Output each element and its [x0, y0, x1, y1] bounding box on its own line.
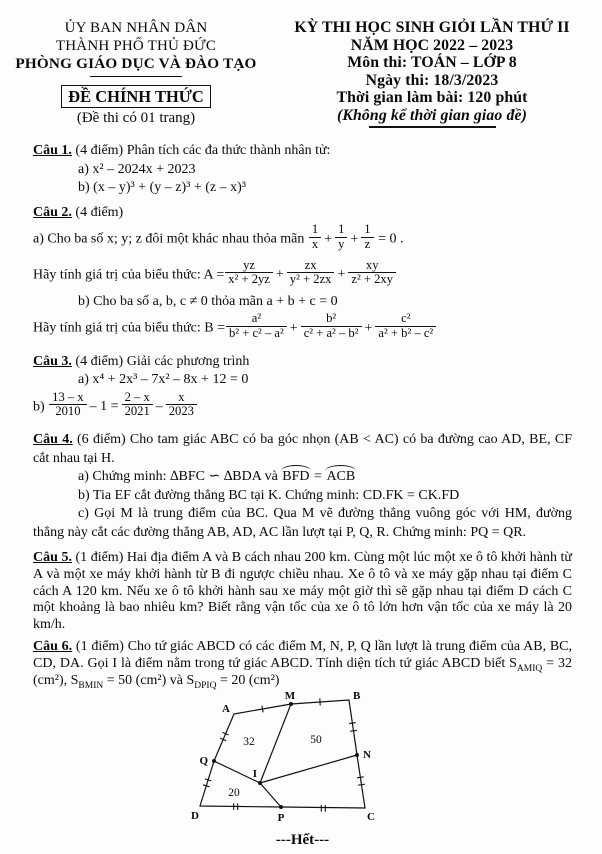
fraction-denominator: a² + b² – c² — [378, 325, 434, 340]
fraction-numerator: a² — [226, 312, 287, 327]
q4-item-b: b) Tia EF cắt đường thẳng BC tại K. Chứng minh: CD.FK = CK.FD — [78, 487, 460, 503]
vertex-label-D: D — [191, 810, 199, 823]
issuing-authority-block — [0, 19, 272, 128]
figure-edges — [200, 700, 365, 808]
q2-item-b: b) Cho ba số a, b, c ≠ 0 thỏa mãn a + b + c = 0 — [78, 293, 338, 309]
q2-expression-B — [33, 311, 572, 346]
q2-item-a — [33, 222, 572, 257]
fraction-13-x-2010 — [49, 391, 86, 419]
header-underline — [369, 126, 496, 128]
subject-line: Môn thi: TOÁN – LỚP 8 — [347, 54, 517, 72]
midpoint-label-N: N — [363, 749, 371, 762]
fraction-denominator: c² + a² – b² — [303, 325, 359, 340]
authority-line-2: THÀNH PHỐ THỦ ĐỨC — [55, 38, 217, 54]
authority-line-3: PHÒNG GIÁO DỤC VÀ ĐÀO TẠO — [15, 55, 257, 72]
quadrilateral-figure — [185, 691, 572, 827]
question-4 — [33, 431, 572, 543]
equals-sign: = — [310, 469, 326, 485]
official-exam-box-row — [0, 85, 272, 108]
fraction-numerator: 1 — [309, 223, 321, 238]
question-3 — [33, 353, 572, 425]
fraction-numerator: 1 — [361, 223, 373, 238]
expression-B-lhs: B = — [204, 320, 225, 336]
area-value-bmin: 50 — [310, 734, 322, 747]
q6-text-1: (1 điểm) Cho tứ giác ABCD có các điểm M, N, P, Q lần lượt là trung điểm của AB, BC, CD, DA. Gọi I là điểm nằm trong tứ giác ABCD. Tính diện tích tứ giác ABCD biết S — [33, 639, 572, 672]
q2-calc-text-b: Hãy tính giá trị của biểu thức: — [33, 320, 205, 336]
fraction-denominator: x — [311, 236, 319, 251]
q2-expression-A — [33, 258, 572, 293]
plus-sign: + — [275, 266, 284, 282]
fraction-1-over-z — [361, 223, 373, 251]
fraction-denominator: 2021 — [124, 404, 150, 419]
fraction-numerator: 13 – x — [49, 391, 86, 406]
q6-text-4: = 20 (cm²) — [216, 672, 280, 688]
q4-item-c: c) Gọi M là trung điểm của BC. Qua M vẽ đường thẳng vuông góc với HM, đường thẳng này cắt các đường thẳng AB, AD, AC lần lượt tại P, Q, R. Chứng minh: PQ = QR. — [33, 506, 572, 540]
q1-item-b: b) (x – y)³ + (y – z)³ + (z – x)³ — [78, 180, 246, 196]
plus-sign: + — [289, 320, 298, 336]
fraction-denominator: z² + 2xy — [351, 272, 394, 287]
q2-intro: (4 điểm) — [71, 204, 124, 220]
fraction-denominator: x² + 2yz — [228, 272, 270, 287]
fraction-numerator: c² — [375, 312, 436, 327]
duration-note: (Không kể thời gian giao đề) — [337, 106, 527, 124]
fraction-numerator: x — [166, 391, 197, 406]
authority-divider — [90, 76, 182, 77]
fraction-B2 — [301, 312, 362, 340]
q4-item-a — [33, 468, 572, 487]
q2-label: Câu 2. — [33, 204, 72, 220]
question-6 — [33, 639, 572, 689]
fraction-numerator: xy — [348, 259, 396, 274]
fraction-numerator: b² — [301, 312, 362, 327]
area-value-amiq: 32 — [243, 736, 255, 749]
fraction-B1 — [226, 312, 287, 340]
midpoint-label-P: P — [277, 812, 285, 825]
q3-b-lhs: b) — [33, 399, 49, 415]
fraction-x-2023 — [166, 391, 197, 419]
q3-label: Câu 3. — [33, 353, 72, 369]
q1-label: Câu 1. — [33, 143, 72, 158]
exam-title: KỲ THI HỌC SINH GIỎI LẦN THỨ II — [294, 19, 570, 36]
plus-sign: + — [350, 231, 359, 247]
area-value-dpiq: 20 — [228, 787, 240, 800]
q3-heading — [33, 353, 572, 372]
q4-a-text: a) Chứng minh: ∆BFC ∽ ∆BDA và — [78, 469, 282, 485]
end-of-exam-marker: ---Hết--- — [275, 832, 330, 849]
page-count-note: (Đề thi có 01 trang) — [76, 110, 196, 126]
fraction-numerator: 2 – x — [122, 391, 153, 406]
q6-label: Câu 6. — [33, 639, 73, 655]
vertex-label-C: C — [367, 811, 375, 824]
question-2 — [33, 204, 572, 347]
area-subscript-bmin: BMIN — [78, 680, 104, 691]
q4-intro: (6 điểm) Cho tam giác ABC có ba góc nhọn (AB < AC) có ba đường cao AD, BE, CF cắt nhau tại H. — [33, 431, 572, 466]
q3-item-a: a) x⁴ + 2x³ – 7x² – 8x + 12 = 0 — [78, 372, 249, 388]
fraction-denominator: y² + 2zx — [289, 272, 332, 287]
plus-sign: + — [324, 231, 333, 247]
exam-header — [0, 0, 602, 128]
q2-calc-text-a: Hãy tính giá trị của biểu thức: — [33, 266, 204, 282]
vertex-label-B: B — [353, 691, 361, 703]
question-5 — [33, 550, 572, 633]
fraction-denominator: 2010 — [55, 404, 81, 419]
fraction-A2 — [287, 259, 335, 287]
fraction-denominator: y — [338, 236, 345, 251]
q3-intro: (4 điểm) Giải các phương trình — [71, 353, 250, 369]
fraction-denominator: b² + c² – a² — [229, 325, 284, 340]
q2-a-text: a) Cho ba số x; y; z đôi một khác nhau thỏa mãn — [33, 231, 308, 247]
q5-label: Câu 5. — [33, 550, 72, 566]
angle-ACB — [325, 468, 356, 487]
angle-BFD — [281, 468, 310, 487]
question-1 — [33, 142, 572, 198]
area-subscript-amiq: AMIQ — [516, 663, 543, 674]
fraction-1-over-y — [335, 223, 347, 251]
q3-item-b — [33, 390, 572, 425]
official-exam-label: ĐỀ CHÍNH THỨC — [61, 85, 211, 108]
angle-BFD-letters: BFD — [282, 469, 310, 485]
fraction-denominator: 2023 — [168, 404, 194, 419]
minus-sign: – — [155, 399, 163, 415]
fraction-1-over-x — [309, 223, 321, 251]
interior-point-label-I: I — [252, 768, 257, 781]
exam-date: Ngày thi: 18/3/2023 — [365, 71, 499, 89]
fraction-numerator: yz — [225, 259, 273, 274]
fraction-A1 — [225, 259, 273, 287]
q6-text-3: = 50 (cm²) và S — [103, 672, 195, 688]
q6-text-2: = 32 (cm²), S — [33, 656, 572, 688]
exam-body — [0, 128, 602, 849]
q1-intro: (4 điểm) Phân tích các đa thức thành nhân tử: — [71, 143, 331, 158]
fraction-2-x-2021 — [122, 391, 153, 419]
q4-label: Câu 4. — [33, 431, 73, 447]
fraction-A3 — [348, 259, 396, 287]
plus-sign: + — [337, 266, 346, 282]
q1-item-a: a) x² – 2024x + 2023 — [78, 161, 196, 177]
midpoint-label-Q: Q — [199, 755, 208, 768]
q2-a-tail: = 0 . — [374, 231, 404, 247]
fraction-numerator: 1 — [335, 223, 347, 238]
q5-paragraph — [33, 550, 572, 633]
q4-heading — [33, 431, 572, 468]
midpoint-label-M: M — [284, 691, 296, 703]
fraction-denominator: z — [364, 236, 371, 251]
plus-sign: + — [364, 320, 373, 336]
duration-line: Thời gian làm bài: 120 phút — [336, 89, 528, 107]
vertex-label-A: A — [222, 703, 230, 716]
authority-line-1: ỦY BAN NHÂN DÂN — [64, 20, 208, 36]
area-subscript-dpiq: DPIQ — [194, 680, 217, 691]
school-year: NĂM HỌC 2022 – 2023 — [350, 36, 514, 54]
q1-heading — [33, 142, 572, 161]
fraction-numerator: zx — [287, 259, 335, 274]
angle-ACB-letters: ACB — [326, 469, 356, 485]
fraction-B3 — [375, 312, 436, 340]
q2-heading — [33, 204, 572, 223]
exam-info-block — [272, 19, 602, 128]
q5-text: (1 điểm) Hai địa điểm A và B cách nhau 200 km. Cùng một lúc một xe ô tô khởi hành từ A và một xe máy khởi hành từ B đi ngược chiều nhau. Xe ô tô và xe máy gặp nhau tại điểm C cách A 120 km. Nếu xe ô tô khởi hành sau xe máy một giờ thì sẽ gặp nhau tại điểm D cách C một khoảng là bao nhiêu km? Biết rằng vận tốc của xe ô tô lớn hơn vận tốc của xe máy là 20 km/h. — [33, 550, 573, 632]
q6-paragraph — [33, 639, 572, 689]
expression-A-lhs: A = — [203, 266, 225, 282]
minus-1-equals: – 1 = — [89, 399, 119, 415]
figure-svg — [185, 691, 385, 827]
